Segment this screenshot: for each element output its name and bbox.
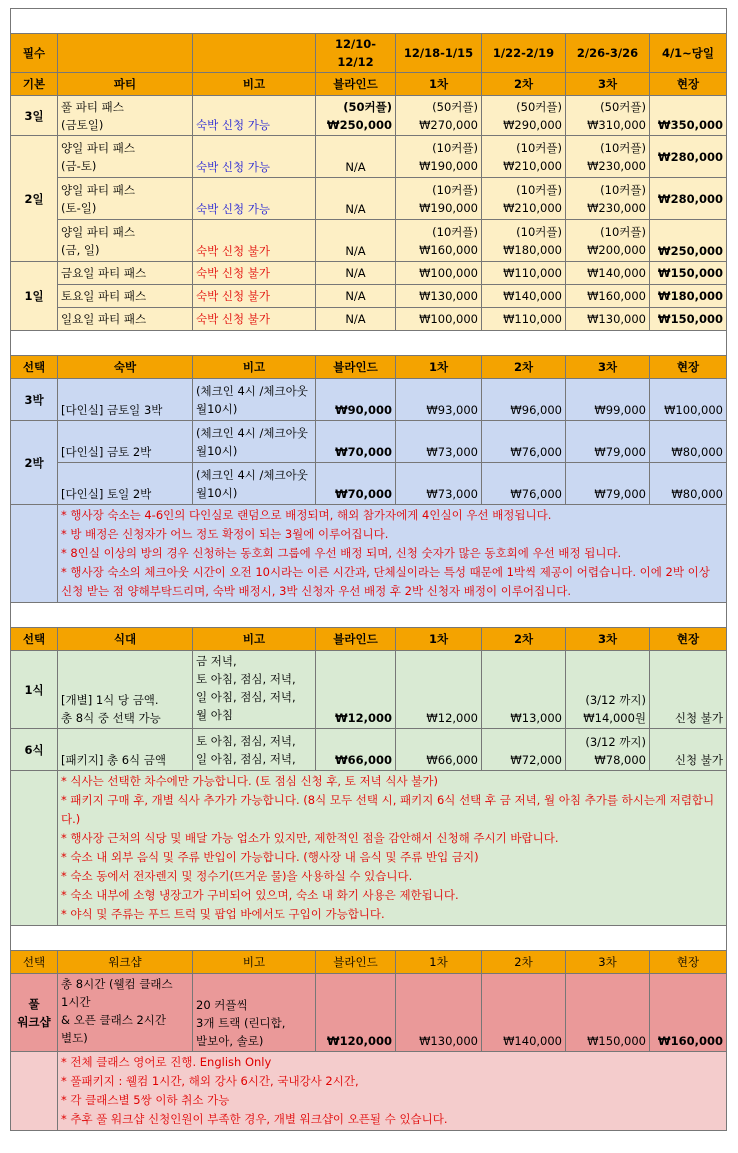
- party-header-dates: [11, 34, 727, 73]
- meals-notes: [58, 771, 727, 926]
- price-blind: N/A: [316, 262, 396, 285]
- price-3: ₩140,000: [566, 262, 650, 285]
- price-1: ₩130,000: [396, 974, 482, 1052]
- remark-line: 발보아, 솔로): [196, 1034, 264, 1048]
- price-onsite: ₩160,000: [650, 974, 727, 1052]
- spacer-row: [11, 9, 727, 34]
- header-cell: 12/10-12/12: [316, 34, 396, 73]
- price: ₩290,000: [503, 117, 562, 132]
- price-1: ₩100,000: [396, 262, 482, 285]
- quota: (10커플): [516, 224, 562, 239]
- header-cell: 3차: [566, 356, 650, 379]
- note-line: * 행사장 숙소의 체크아웃 시간이 오전 10시라는 이른 시간과, 단체실이라는 특성 때문에 1박씩 제공이 어렵습니다. 이에 2박 이상 신청 받는 점 양해부탁드리며, 숙박 배정시, 3박 신청자 우선 배정 후 2박 신청자 배정이 이루어집니다.: [61, 565, 710, 598]
- workshop-name-line: 별도): [61, 1031, 88, 1045]
- price-blind: ₩66,000: [316, 729, 396, 771]
- meals-header: [11, 628, 727, 651]
- price-onsite: ₩80,000: [650, 463, 727, 505]
- lodging-notes: [58, 505, 727, 603]
- note-line: * 숙소 동에서 전자렌지 및 정수기(뜨거운 물)을 사용하실 수 있습니다.: [61, 869, 413, 883]
- group-label-line: 풀: [28, 996, 40, 1011]
- lodging-row: [11, 379, 727, 421]
- price-1: ₩130,000: [396, 285, 482, 308]
- header-cell: 3차: [566, 73, 650, 96]
- quota: (50커플): [600, 99, 646, 114]
- price-1: ₩93,000: [396, 379, 482, 421]
- note-line: * 숙소 내 외부 음식 및 주류 반입이 가능합니다. (행사장 내 음식 및 주류 반입 금지): [61, 850, 479, 864]
- pass-name: [58, 136, 193, 178]
- quota: (50커플): [516, 99, 562, 114]
- workshop-header: [11, 951, 727, 974]
- price-3: ₩150,000: [566, 974, 650, 1052]
- lodging-row: [11, 421, 727, 463]
- workshop-notes-row: [11, 1052, 727, 1131]
- header-cell: 1/22-2/19: [482, 34, 566, 73]
- pass-name-line: 양일 파티 패스: [61, 140, 135, 155]
- price-blind: ₩12,000: [316, 651, 396, 729]
- price: ₩190,000: [419, 200, 478, 215]
- header-cell: 선택: [11, 356, 58, 379]
- workshop-name-line: 1시간: [61, 995, 91, 1009]
- party-header-labels: [11, 73, 727, 96]
- workshop-notes: [58, 1052, 727, 1131]
- party-row: [11, 178, 727, 220]
- note-line: * 숙소 내부에 소형 냉장고가 구비되어 있으며, 숙소 내 화기 사용은 제한됩니다.: [61, 888, 459, 902]
- price-3: ₩160,000: [566, 285, 650, 308]
- meal-remark: [193, 729, 316, 771]
- quota: (10커플): [432, 224, 478, 239]
- header-cell: 숙박: [58, 356, 193, 379]
- price-1: [396, 96, 482, 136]
- note-line: * 행사장 숙소는 4-6인의 다인실로 랜덤으로 배정되며, 해외 참가자에게 4인실이 우선 배정됩니다.: [61, 508, 552, 522]
- lodging-note: 숙박 신청 가능: [193, 178, 316, 220]
- header-cell: 3차: [566, 628, 650, 651]
- lodging-note: 숙박 신청 불가: [193, 308, 316, 331]
- header-cell: 2차: [482, 356, 566, 379]
- pass-name: 일요일 파티 패스: [58, 308, 193, 331]
- pass-name-line: (금-토): [61, 158, 97, 173]
- lodging-name: [다인실] 금토 2박: [58, 421, 193, 463]
- price-onsite: ₩280,000: [650, 136, 727, 178]
- remark-line: (체크인 4시 /체크아웃: [196, 467, 308, 482]
- price-onsite: ₩250,000: [650, 220, 727, 262]
- lodging-name: [다인실] 토일 2박: [58, 463, 193, 505]
- price-3: ₩79,000: [566, 463, 650, 505]
- lodging-name: [다인실] 금토일 3박: [58, 379, 193, 421]
- price-blind: [316, 96, 396, 136]
- header-cell: 비고: [193, 628, 316, 651]
- quota: (10커플): [432, 182, 478, 197]
- remark-line: 일 아침, 점심, 저녁,: [196, 690, 296, 704]
- header-cell: 블라인드: [316, 951, 396, 974]
- quota: (10커플): [516, 182, 562, 197]
- note-line: * 각 클래스별 5쌍 이하 취소 가능: [61, 1093, 230, 1107]
- pass-name: 금요일 파티 패스: [58, 262, 193, 285]
- price-onsite: ₩80,000: [650, 421, 727, 463]
- price-3: ₩130,000: [566, 308, 650, 331]
- empty-cell: [11, 505, 58, 603]
- spacer-row: [11, 603, 727, 628]
- header-cell: 비고: [193, 951, 316, 974]
- header-cell: [58, 34, 193, 73]
- meal-remark: [193, 651, 316, 729]
- price-1: [396, 220, 482, 262]
- header-cell: 블라인드: [316, 73, 396, 96]
- remark-line: (체크인 4시 /체크아웃: [196, 425, 308, 440]
- pass-name-line: (토-일): [61, 200, 97, 215]
- price-2: ₩96,000: [482, 379, 566, 421]
- group-label: 6식: [11, 729, 58, 771]
- price-1: ₩66,000: [396, 729, 482, 771]
- party-row: [11, 220, 727, 262]
- group-label-line: 워크샵: [17, 1014, 51, 1029]
- party-row: [11, 308, 727, 331]
- price-3: [566, 96, 650, 136]
- remark-line: 월10시): [196, 485, 238, 500]
- quota: (50커플): [343, 99, 392, 114]
- price-sheet: [10, 8, 726, 1131]
- meal-name: [58, 651, 193, 729]
- price: ₩180,000: [503, 242, 562, 257]
- deadline: (3/12 까지): [585, 735, 646, 749]
- price-onsite: ₩100,000: [650, 379, 727, 421]
- empty-cell: [11, 771, 58, 926]
- price: ₩78,000: [594, 753, 646, 767]
- price: ₩160,000: [419, 242, 478, 257]
- note-line: * 식사는 선택한 차수에만 가능합니다. (토 점심 신청 후, 토 저녁 식사 불가): [61, 774, 438, 788]
- lodging-note: 숙박 신청 불가: [193, 285, 316, 308]
- header-cell: 선택: [11, 628, 58, 651]
- remark-line: 월 아침: [196, 708, 233, 722]
- header-cell: 12/18-1/15: [396, 34, 482, 73]
- meal-name-line: 총 8식 중 선택 가능: [61, 711, 161, 725]
- workshop-name: [58, 974, 193, 1052]
- header-cell: 1차: [396, 951, 482, 974]
- meal-name-line: [개별] 1식 당 금액.: [61, 693, 159, 707]
- price-blind: N/A: [316, 220, 396, 262]
- header-cell: 선택: [11, 951, 58, 974]
- price-1: [396, 136, 482, 178]
- pass-name-line: 양일 파티 패스: [61, 224, 135, 239]
- price-1: ₩73,000: [396, 421, 482, 463]
- price: ₩190,000: [419, 158, 478, 173]
- group-label: 2일: [11, 136, 58, 262]
- header-cell: 2차: [482, 628, 566, 651]
- lodging-row: [11, 463, 727, 505]
- price-onsite: ₩150,000: [650, 308, 727, 331]
- remark-line: 토 아침, 점심, 저녁,: [196, 733, 296, 748]
- price-3: [566, 220, 650, 262]
- pass-name: [58, 220, 193, 262]
- price: ₩230,000: [587, 158, 646, 173]
- price-blind: N/A: [316, 136, 396, 178]
- header-cell: 1차: [396, 628, 482, 651]
- price-2: ₩140,000: [482, 974, 566, 1052]
- workshop-name-line: & 오픈 클래스 2시간: [61, 1013, 167, 1027]
- meal-name: [패키지] 총 6식 금액: [58, 729, 193, 771]
- price-blind: ₩90,000: [316, 379, 396, 421]
- header-cell: 2차: [482, 73, 566, 96]
- pass-name: [58, 178, 193, 220]
- group-label: 3박: [11, 379, 58, 421]
- price-2: ₩76,000: [482, 421, 566, 463]
- header-cell: 2/26-3/26: [566, 34, 650, 73]
- price-2: [482, 96, 566, 136]
- header-cell: 1차: [396, 356, 482, 379]
- price-onsite: ₩150,000: [650, 262, 727, 285]
- price: ₩14,000원: [583, 711, 646, 725]
- price-3: [566, 729, 650, 771]
- spacer-row: [11, 926, 727, 951]
- party-row: [11, 96, 727, 136]
- price-blind: N/A: [316, 178, 396, 220]
- remark-line: 월10시): [196, 401, 238, 416]
- workshop-row: [11, 974, 727, 1052]
- lodging-note: 숙박 신청 가능: [193, 136, 316, 178]
- remark-line: (체크인 4시 /체크아웃: [196, 383, 308, 398]
- price-3: [566, 178, 650, 220]
- party-row: [11, 136, 727, 178]
- note-line: * 방 배정은 신청자가 어느 정도 확정이 되는 3월에 이루어집니다.: [61, 527, 389, 541]
- note-line: * 추후 풀 워크샵 신청인원이 부족한 경우, 개별 워크샵이 오픈될 수 있습니다.: [61, 1112, 448, 1126]
- group-label: 1식: [11, 651, 58, 729]
- price-2: ₩13,000: [482, 651, 566, 729]
- lodging-remark: [193, 421, 316, 463]
- group-label: [11, 974, 58, 1052]
- lodging-remark: [193, 379, 316, 421]
- price-blind: N/A: [316, 308, 396, 331]
- empty-cell: [11, 1052, 58, 1131]
- remark-line: 금 저녁,: [196, 654, 237, 668]
- price-3: [566, 651, 650, 729]
- header-cell: 3차: [566, 951, 650, 974]
- price: ₩200,000: [587, 242, 646, 257]
- header-cell: 현장: [650, 356, 727, 379]
- header-cell: 비고: [193, 73, 316, 96]
- header-cell: 1차: [396, 73, 482, 96]
- remark-line: 토 아침, 점심, 저녁,: [196, 672, 296, 686]
- price-2: [482, 220, 566, 262]
- lodging-note: 숙박 신청 가능: [193, 96, 316, 136]
- price-3: ₩79,000: [566, 421, 650, 463]
- group-label: 2박: [11, 421, 58, 505]
- group-label: 3일: [11, 96, 58, 136]
- header-cell: 블라인드: [316, 356, 396, 379]
- remark-line: 3개 트랙 (린디합,: [196, 1016, 286, 1030]
- remark-line: 일 아침, 점심, 저녁,: [196, 751, 296, 766]
- header-cell: 4/1~당일: [650, 34, 727, 73]
- price-onsite: 신청 불가: [650, 729, 727, 771]
- price-blind: ₩120,000: [316, 974, 396, 1052]
- meals-notes-row: [11, 771, 727, 926]
- header-cell: 현장: [650, 628, 727, 651]
- price-onsite: ₩280,000: [650, 178, 727, 220]
- price: ₩210,000: [503, 200, 562, 215]
- header-cell: 현장: [650, 951, 727, 974]
- lodging-header: [11, 356, 727, 379]
- price-blind: ₩70,000: [316, 463, 396, 505]
- quota: (50커플): [432, 99, 478, 114]
- pass-name-line: (금토일): [61, 117, 104, 132]
- header-cell: 현장: [650, 73, 727, 96]
- price: ₩250,000: [326, 117, 392, 132]
- workshop-name-line: 총 8시간 (웰컴 클래스: [61, 977, 173, 991]
- deadline: (3/12 까지): [585, 693, 646, 707]
- price-2: ₩110,000: [482, 308, 566, 331]
- quota: (10커플): [600, 224, 646, 239]
- price: ₩210,000: [503, 158, 562, 173]
- note-line: * 전체 클래스 영어로 진행. English Only: [61, 1055, 272, 1069]
- price: ₩310,000: [587, 117, 646, 132]
- price-2: ₩110,000: [482, 262, 566, 285]
- header-cell: 2차: [482, 951, 566, 974]
- note-line: * 8인실 이상의 방의 경우 신청하는 동호회 그룹에 우선 배정 되며, 신청 숫자가 많은 동호회에 우선 배정 됩니다.: [61, 546, 622, 560]
- header-cell: [193, 34, 316, 73]
- pass-name: 토요일 파티 패스: [58, 285, 193, 308]
- meal-row: [11, 729, 727, 771]
- note-line: * 풀패키지 : 웰컴 1시간, 해외 강사 6시간, 국내강사 2시간,: [61, 1074, 359, 1088]
- remark-line: 20 커플씩: [196, 998, 248, 1012]
- price-2: [482, 178, 566, 220]
- header-cell: 파티: [58, 73, 193, 96]
- price: ₩270,000: [419, 117, 478, 132]
- party-row: [11, 285, 727, 308]
- note-line: * 패키지 구매 후, 개별 식사 추가가 가능합니다. (8식 모두 선택 시, 패키지 6식 선택 후 금 저녁, 월 아침 추가를 하시는게 저렴합니다.): [61, 793, 715, 826]
- price-blind: N/A: [316, 285, 396, 308]
- quota: (10커플): [432, 140, 478, 155]
- party-row: [11, 262, 727, 285]
- lodging-remark: [193, 463, 316, 505]
- price-onsite: 신청 불가: [650, 651, 727, 729]
- meal-row: [11, 651, 727, 729]
- quota: (10커플): [516, 140, 562, 155]
- header-cell: 필수: [11, 34, 58, 73]
- pass-name-line: (금, 일): [61, 242, 100, 257]
- price-2: ₩76,000: [482, 463, 566, 505]
- price-1: ₩100,000: [396, 308, 482, 331]
- pass-name-line: 양일 파티 패스: [61, 182, 135, 197]
- remark-line: 월10시): [196, 443, 238, 458]
- lodging-notes-row: [11, 505, 727, 603]
- price-3: ₩99,000: [566, 379, 650, 421]
- price-1: ₩12,000: [396, 651, 482, 729]
- header-cell: 기본: [11, 73, 58, 96]
- note-line: * 행사장 근처의 식당 및 배달 가능 업소가 있지만, 제한적인 점을 감안해서 신청해 주시기 바랍니다.: [61, 831, 559, 845]
- header-cell: 워크샵: [58, 951, 193, 974]
- price: ₩230,000: [587, 200, 646, 215]
- quota: (10커플): [600, 140, 646, 155]
- price-3: [566, 136, 650, 178]
- price-blind: ₩70,000: [316, 421, 396, 463]
- header-cell: 식대: [58, 628, 193, 651]
- header-cell: 비고: [193, 356, 316, 379]
- header-cell: 블라인드: [316, 628, 396, 651]
- price-onsite: ₩180,000: [650, 285, 727, 308]
- price-2: [482, 136, 566, 178]
- lodging-note: 숙박 신청 불가: [193, 220, 316, 262]
- pass-name-line: 풀 파티 패스: [61, 99, 124, 114]
- price-table: [10, 8, 727, 1131]
- price-1: [396, 178, 482, 220]
- price-onsite: ₩350,000: [650, 96, 727, 136]
- workshop-remark: [193, 974, 316, 1052]
- pass-name: [58, 96, 193, 136]
- group-label: 1일: [11, 262, 58, 331]
- price-2: ₩140,000: [482, 285, 566, 308]
- price-2: ₩72,000: [482, 729, 566, 771]
- note-line: * 야식 및 주류는 푸드 트럭 및 팝업 바에서도 구입이 가능합니다.: [61, 907, 385, 921]
- quota: (10커플): [600, 182, 646, 197]
- price-1: ₩73,000: [396, 463, 482, 505]
- lodging-note: 숙박 신청 불가: [193, 262, 316, 285]
- spacer-row: [11, 331, 727, 356]
